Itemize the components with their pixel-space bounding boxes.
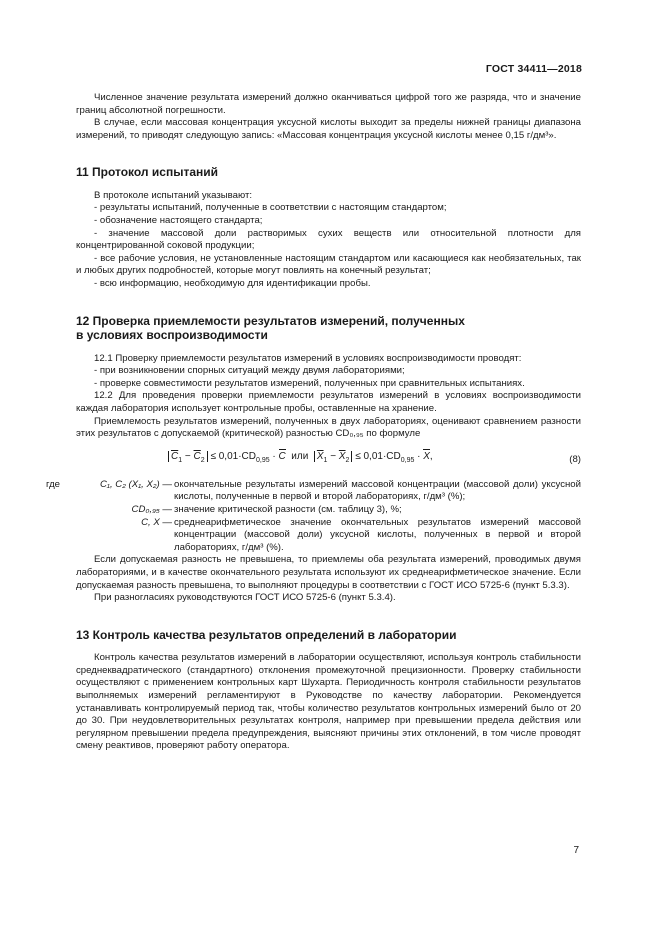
section-11-item: - обозначение настоящего стандарта; (94, 215, 263, 227)
section-11-item: - результаты испытаний, полученные в соответствии с настоящим стандартом; (94, 202, 447, 214)
section-12-title-line-2: в условиях воспроизводимости (76, 328, 268, 343)
c1-subscript: 1 (178, 456, 183, 464)
x-mean-symbol: X (423, 450, 430, 462)
formula-limit-2-sub: 0,95 (400, 456, 415, 464)
page-number: 7 (573, 845, 579, 856)
document-body (46, 92, 581, 753)
section-11-title: 11 Протокол испытаний (76, 165, 218, 180)
section-13-paragraph-1: Контроль качества результатов измерений в лаборатории осуществляют, используя контроль стабильности среднеквадратического (стандартного) отклонения промежуточной прецизионности. Проверку стабильности осуществляют с применением контрольных карт Шухарта. Периодичность контроля стабильности результатов выполняемых измерений регламентируют в Руководстве по качеству лаборатории. Рекомендуется устанавливать контролируемый период так, чтобы количество результатов контрольных измерений было от 20 до 30. При неудовлетворительных результатах контроля, например при превышении предела действия или регулярном превышении предела предупреждения, выясняют причины этих отклонений, в том числе проводят смену реактивов, проверяют работу оператора. (76, 652, 581, 752)
c-mean-symbol: C (278, 450, 286, 462)
formula-or: или (291, 450, 309, 462)
section-12-paragraph-1: 12.1 Проверку приемлемости результатов измерений в условиях воспроизводимости проводят: (94, 352, 522, 364)
c2-subscript: 2 (200, 456, 205, 464)
section-12-title (76, 314, 581, 343)
where-label: где (46, 478, 61, 490)
section-12-paragraph-2: 12.2 Для проведения проверки приемлемости результатов измерений в условиях воспроизводимости каждая лаборатория использует контрольные пробы, оставленные на хранение. (76, 390, 581, 414)
legend-row (76, 517, 581, 555)
section-11-item: - все рабочие условия, не установленные настоящим стандартом или касающиеся как необязательных, так и любых других подробностей, которые могут повлиять на конечный результат; (76, 252, 581, 277)
formula-limit-1-sub: 0,95 (255, 456, 270, 464)
intro-paragraph-2: В случае, если массовая концентрация уксусной кислоты выходит за пределы нижней границы диапазона измерений, то приводят следующую запись: «Массовая концентрация уксусной кислоты менее 0,15 г/дм³». (76, 117, 581, 141)
legend-text: окончательные результаты измерений массовой концентрации (массовой доли) уксусной кислоты, полученные в первой и второй лабораториях, г/дм³ (%); (174, 478, 581, 503)
intro-paragraph-1: Численное значение результата измерений должно оканчиваться цифрой того же разряда, что и значение границ абсолютной погрешности. (76, 92, 581, 116)
section-12-paragraph-3: Приемлемость результатов измерений, полученных в двух лабораториях, оценивают сравнением разности этих результатов с допускаемой (критической) разностью CD₀,₉₅ по формуле (76, 415, 581, 440)
legend-row (76, 479, 581, 504)
abs-c-difference: $\overline{C}_1 - \overline{C}_2$ (168, 451, 208, 462)
section-12-paragraph-4: Если допускаемая разность не превышена, то приемлемы оба результата измерений, проводимых двумя лабораториями, и в качестве окончательного результата используют их среднеарифметическое значение. Если допускаемая разность превышена, то выполняют процедуры в соответствии с ГОСТ ИСО 5725-6 (пункт 5.3.3). (76, 554, 581, 591)
legend-symbol: CD₀,₉₅ — (131, 503, 172, 515)
x1-subscript: 1 (323, 456, 328, 464)
legend-text: среднеарифметическое значение окончательных результатов измерений массовой концентрации (массовой доли) уксусной кислоты, полученных в первой и второй лабораториях, г/дм³ (%). (174, 516, 581, 553)
section-12-title-line-1: 12 Проверка приемлемости результатов измерений, полученных (76, 313, 465, 328)
x2-subscript: 2 (345, 456, 350, 464)
x1-symbol: $\overline{X}$ (316, 450, 324, 462)
formula-expression: $\overline{C}_1 - \overline{C}_2 \le 0,01\cdot CD_{0,95} \cdot C$ или $\overline{X}_1 - \overline{X}_2 \le 0,01\cdot CD_{0,95} \cdot X$, (168, 451, 433, 468)
formula-8 (76, 445, 581, 475)
section-11-item: - всю информацию, необходимую для идентификации пробы. (94, 278, 371, 290)
formula-number: (8) (569, 453, 581, 465)
section-12-paragraph-5: При разногласиях руководствуются ГОСТ ИСО 5725-6 (пункт 5.3.4). (94, 592, 396, 604)
c1-symbol: $\overline{C}$ (171, 450, 179, 462)
formula-limit-1: ≤ 0,01·CD (210, 450, 256, 462)
section-11-lead: В протоколе испытаний указывают: (94, 189, 253, 201)
x2-symbol: $\overline{X}$ (338, 450, 346, 462)
legend-row (76, 504, 581, 517)
formula-legend (46, 478, 581, 555)
section-13-title: 13 Контроль качества результатов определений в лаборатории (76, 627, 457, 642)
section-12-item: - при возникновении спорных ситуаций между двумя лабораториями; (94, 365, 405, 377)
c2-symbol: $\overline{C}$ (193, 450, 201, 462)
section-11-item: - значение массовой доли растворимых сухих веществ или относительной плотности для концентрированной соковой продукции; (76, 227, 581, 252)
legend-symbol: C₁, C₂ (X₁, X₂) — (100, 478, 172, 490)
legend-text: значение критической разности (см. таблицу 3), %; (174, 503, 402, 515)
standard-header: ГОСТ 34411—2018 (485, 63, 582, 75)
legend-symbol: C, X — (141, 516, 172, 528)
formula-limit-2: ≤ 0,01·CD (355, 450, 401, 462)
section-12-item: - проверке совместимости результатов измерений, полученных при сравнительных испытаниях. (94, 377, 525, 389)
abs-x-difference: $\overline{X}_1 - \overline{X}_2$ (314, 451, 353, 462)
